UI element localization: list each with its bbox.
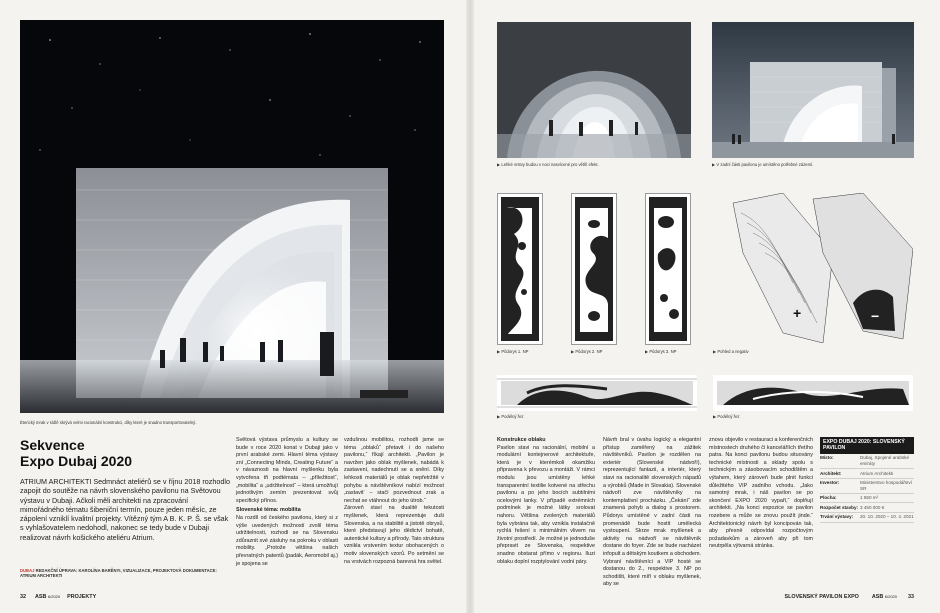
right-issue: 6/2020 [884,594,897,599]
axonometric-views [713,193,913,343]
exterior-building-illustration [712,22,914,158]
left-issue: 6/2020 [47,594,61,599]
right-column-1 [497,437,595,566]
section-2-drawing [713,375,913,411]
right-footer [497,594,914,600]
section-caption-2: ▶ Podélný řez [713,414,740,419]
main-photo-night-render [20,20,444,413]
photo-interior-render [497,22,691,158]
floor-plan-1 [497,193,543,345]
left-page-number: 32 [20,594,26,600]
info-row: Trvání výstavy: 20. 10. 2020 – 10. 4. 2021 [820,512,914,522]
info-row: Investor: Ministerstvo hospodářství SR [820,478,914,493]
plan-caption-2: ▶ Půdorys 2. NP [571,349,603,354]
main-photo-caption: Éterický mrak v sídlě skrývá velmi racionální konstrukci, díky které je snadno transportovatelný. [20,420,197,425]
left-footer [20,594,444,600]
right-column-2 [603,437,701,589]
section-drawing-2 [713,375,913,411]
spine-gutter [466,0,474,613]
info-row: Architekt: Atrium Architekti [820,469,914,479]
floor-plan-2-drawing [572,194,616,344]
col2-heading: Slovenské téma: mobilita [236,507,301,514]
article-title-line2: Expo Dubaj 2020 [20,453,133,469]
credits-text: REDAKČNÍ ÚPRAVA: KAROLÍNA BARĚNYI, VIZUALIZACE, PROJEKTOVÁ DOKUMENTACE: ATRIUM ARCHITEKTI [20,568,217,579]
plan-caption-4: ▶ Pohled a negativ [713,349,749,354]
col2-paragraph-1: Světová výstava průmyslu a kultury se bude v roce 2020 konat v Dubaji jako v první arabské zemi. Hlavní téma výstavy zní „Connecting Minds, Creating Future“ a v návaznosti na hlavní myšlenku byla vytvořena tři podtémata – „příležitost“, „mobilita“ a „udržitelnost“ – která umožňují jednotlivým zemím prezentovat svůj specifický přínos. [236,437,338,504]
info-box-table [820,454,914,523]
right-col3-paragraph: znovu objevilo v restauraci a konferenčních místnostech druhého či kanceláříích třetího patra. Na konci pavilonu budou situovány technické místnosti a sklady spolu s technickým a zásobovacím schodištěm a výtahem, který zároveň bude plnit funkci důležitého VIP zadního vchodu. „Jako samotný mrak, i náš pavilon se po skončení EXPO 2020 vypaří,“ doplňují architekti. „Na konci expozice se pavilon rozebere a může se znovu použít jinde.“ Architektonický návrh byl koncipován tak, aby přesně odpovídal rozpočtovým požadavkům a zároveň aby při tom neutrpěla výtvarná stránka. [709,437,813,550]
caption-top-right-text: V zadní části pavilonu je umístěno potřebné zázemí. [716,162,814,167]
plan-caption-1: ▶ Půdorys 1. NP [497,349,529,354]
info-box-title: EXPO DUBAJ 2020: SLOVENSKÝ PAVILON [820,437,914,454]
bullet-icon: ▶ [712,162,717,167]
article-credits [20,568,230,579]
right-section-name: SLOVENSKÝ PAVILON EXPO [784,594,859,600]
pavilion-night-illustration [20,20,444,413]
credits-label: DUBAJ [20,568,35,573]
plan-caption-3: ▶ Půdorys 3. NP [645,349,677,354]
axonometric-drawing [713,193,913,343]
info-row: Plocha: 1 550 m² [820,493,914,503]
right-magazine-name: ASB [871,594,884,600]
left-magazine-name: ASB [35,594,47,600]
right-col1-paragraph: Pavilon stavi na racionální, mobilní a modulární kontejnerové architektuře, která je v kterémkoli okamžiku připravena k převozu a montáži. V rámci modulu jsou umístěny lehké transparentní textilie kotvené na střechu pavilonu a po jeho bocích subtilními ocelovými lanky. V případě extrémních podmínek je možné látky srolovat nahoru. Většina zvolených materiálů byla vybrána tak, aby vznikla instalačně rychlá řešení s minimálním vlivem na životní prostředí. Je možné je jednoduše přepravit ze Slovenska, respektive snadno obstarat přímo v regionu. Iluzi oblaku doplní rozptylování vodní páry. [497,444,595,565]
info-row: Místo: Dubaj, Spojené arabské emiráty [820,454,914,469]
minus-sign: − [871,308,880,324]
left-column-2 [236,437,338,568]
plus-sign: + [793,305,802,321]
info-box [820,437,914,523]
col3-paragraph-2: Zároveň staví na dualitě tekutosti myšlenek, která reprezentuje duši Slovenska, a na stabilitě a jistotě obrysů, které představují jeho dědictví bohatě, autentické kultury a přírody. Tato struktura vznikla vrstvením textur obohacených o motiv slovenských vzorů. Po setmění se na vrstvách rozpozná barevná hra světel. [344,505,444,565]
section-caption-1: ▶ Podélný řez [497,414,524,419]
right-column-3 [709,437,813,551]
caption-top-left-text: Lehké vrstvy budou v noci nasvícené pro větší efekt. [501,162,599,167]
col2-paragraph-2: Na rozdíl od českého pavilonu, který si z výše uvedených možností zvolil téma udržitelnosti, rozhodl se na Slovensku zdůraznit své zásluhy na pokroku v oblasti mobility. „Protože většina našich převratných patentů (padák, Aeromobil aj.) je spojena se [236,514,338,567]
section-drawing-1 [497,375,697,411]
floor-plan-3-drawing [646,194,690,344]
right-col2-paragraph: Návrh bral v úvahu logický a elegantní přístup zaměřený na zážitek návštěvníků. Pavilon je rozdělen na exteriér (Slovenské nádvoří), reprezentující fantazii, a interiér, který stavi na racionalitě slovenských nápadů a výrobků (Made in Slovakia). Slovenské nádvoří zve návštěvníky na kontemplativní procházku. „Čekání“ zde znamená pohyb a dialog s prostorem. Půdorys umístěné v zadní části na promenádě bude hostit umělecká vystoupení. Skrze mrak myšlenek a aktivity na nádvoří se návštěvník dostane do foyer. Zde se bude nacházet infopult a dětským koutkem a obchodem. Vybraní návštěvníci a VIP hosté se dostanou do 2., respektive 3. NP po schodišti, které míří v oblaku myšlenek, aby se [603,437,701,588]
caption-top-left [497,162,691,167]
interior-arch-illustration [497,22,691,158]
photo-exterior-render [712,22,914,158]
right-page-number: 33 [908,594,914,600]
article-title-line1: Sekvence [20,437,85,453]
info-row: Rozpočet stavby: 3 450 000 € [820,503,914,513]
right-col1-heading: Konstrukce oblaku [497,437,546,443]
right-page [470,0,940,613]
floor-plan-3 [645,193,691,345]
caption-top-right [712,162,914,167]
left-column-3 [344,437,444,566]
floor-plan-1-drawing [498,194,542,344]
col3-paragraph-1: vzdušnou mobilitou, rozhodli jsme se téma „oblaků“ přetavit i do našeho pavilonu,“ říkají architekti. „Pavilon je navržen jako oblak myšlenek, nabádá k zastavení, nadechnutí se a snění. Díky lehkosti materiálů je oblak nepřetržitě v pohybu a návštěvníkovi nabízí možnost ‚zastavit‘ – stačí pozvednout zrak a nechat se vtáhnout do jeho útrob.“ [344,437,444,504]
floor-plan-2 [571,193,617,345]
article-title [20,437,230,469]
article-lead: ATRIUM ARCHITEKTI Sedmnáct ateliérů se v říjnu 2018 rozhodlo zapojit do soutěže na návrh slovenského pavilonu na Světovou výstavu v Dubaji. Ačkoli měli architekti na zpracování mimořádného tématu šibeniční termín, pouze jeden měsíc, ze zápolení vzniklí kvalitní projekty. Vítězný tým A B. K. P. Š. se však s vyhlašovatelem nedohodl, nakonec se tedy bude v Dubaji realizovat návrh košického ateliéru Atrium. [20,477,230,542]
bullet-icon: ▶ [497,162,502,167]
section-1-drawing [497,375,697,411]
left-section-name: PROJEKTY [67,594,97,600]
